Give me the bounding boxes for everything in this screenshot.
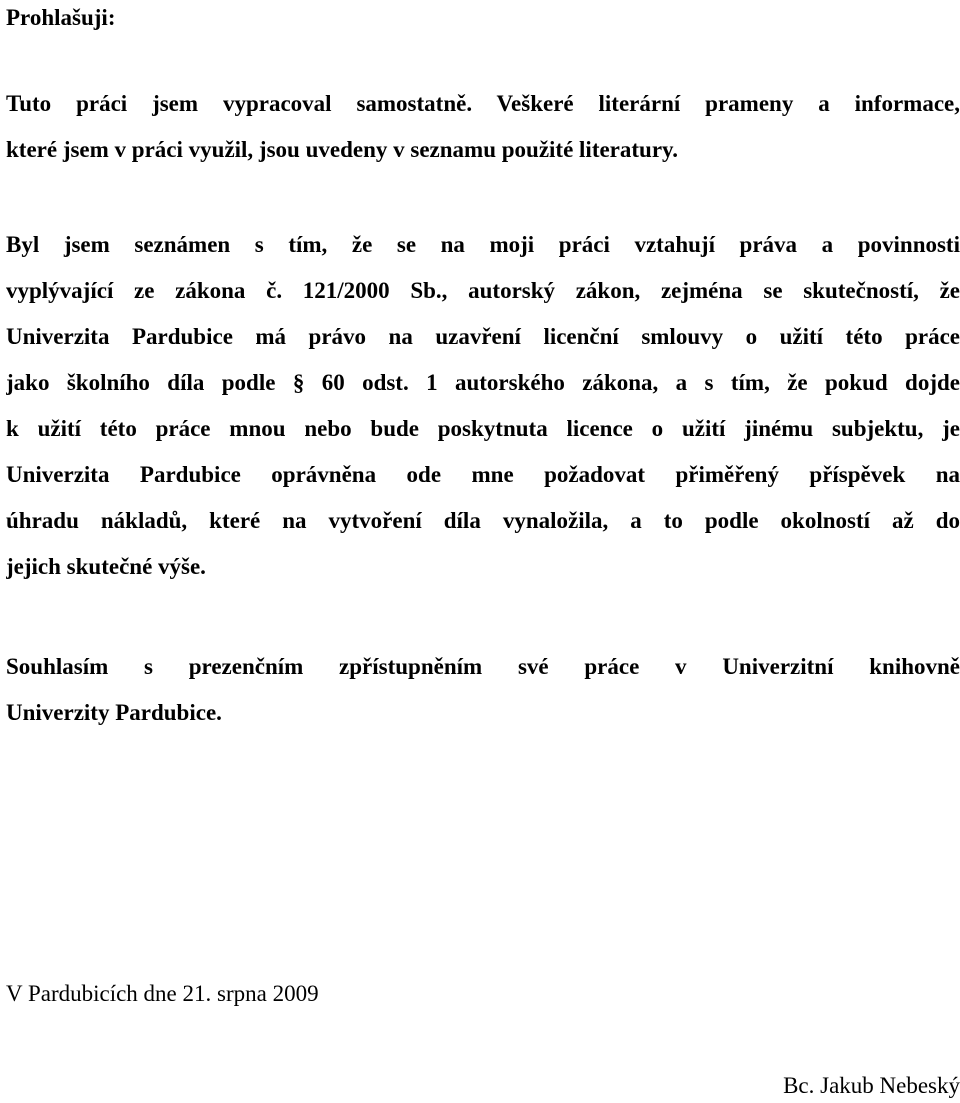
paragraph-line: které jsem v práci využil, jsou uvedeny v seznamu použité literatury. <box>6 137 679 162</box>
paragraph-line: úhradu nákladů, které na vytvoření díla vynaložila, a to podle okolností až do <box>6 508 960 533</box>
paragraph-consent <box>6 644 960 736</box>
paragraph-line: Souhlasím s prezenčním zpřístupněním své práce v Univerzitní knihovně <box>6 654 960 679</box>
author-signature: Bc. Jakub Nebeský <box>783 1073 960 1098</box>
paragraph-line: Univerzita Pardubice má právo na uzavření licenční smlouvy o užití této práce <box>6 324 960 349</box>
declaration-heading: Prohlašuji: <box>6 5 116 30</box>
paragraph-authorship <box>6 81 960 173</box>
paragraph-line: k užití této práce mnou nebo bude poskytnuta licence o užití jinému subjektu, je <box>6 416 960 441</box>
paragraph-line: vyplývající ze zákona č. 121/2000 Sb., autorský zákon, zejména se skutečností, že <box>6 278 960 303</box>
paragraph-copyright <box>6 222 960 590</box>
paragraph-line: Tuto práci jsem vypracoval samostatně. Veškeré literární prameny a informace, <box>6 91 960 116</box>
paragraph-line: jejich skutečné výše. <box>6 554 206 579</box>
date-line: V Pardubicích dne 21. srpna 2009 <box>6 981 319 1006</box>
paragraph-line: Byl jsem seznámen s tím, že se na moji práci vztahují práva a povinnosti <box>6 232 960 257</box>
paragraph-line: Univerzity Pardubice. <box>6 700 222 725</box>
paragraph-line: Univerzita Pardubice oprávněna ode mne požadovat přiměřený příspěvek na <box>6 462 960 487</box>
paragraph-line: jako školního díla podle § 60 odst. 1 autorského zákona, a s tím, že pokud dojde <box>6 370 960 395</box>
